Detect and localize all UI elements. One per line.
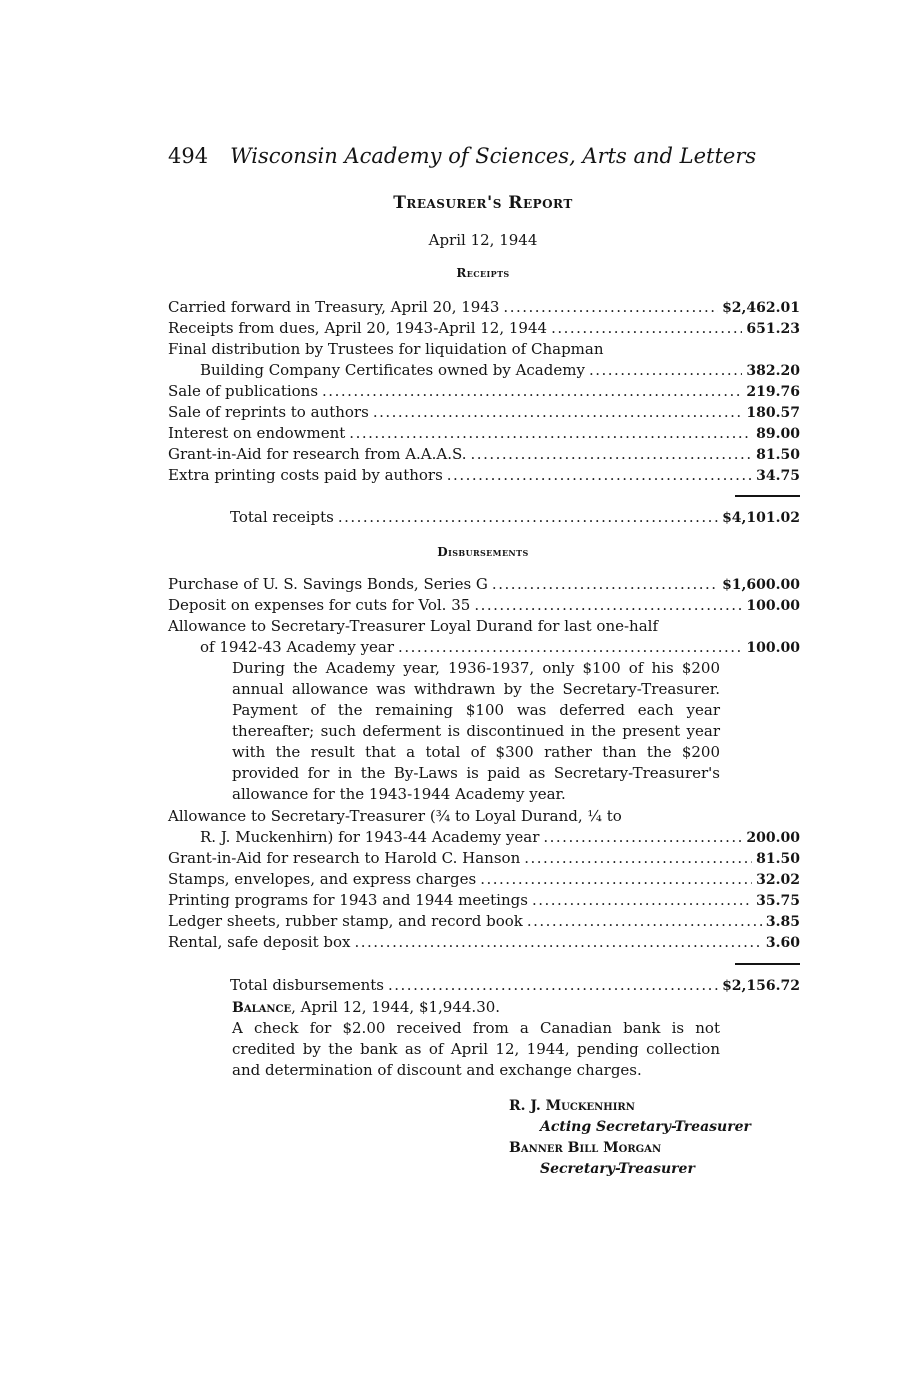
dot-leader bbox=[524, 849, 752, 867]
journal-title: Wisconsin Academy of Sciences, Arts and Letters bbox=[230, 144, 757, 168]
receipt-label: Receipts from dues, April 20, 1943-April 12, 1944 bbox=[168, 319, 548, 337]
balance-label: Balance bbox=[232, 1000, 292, 1016]
disbursement-label-continued: Allowance to Secretary-Treasurer Loyal Durand for last one-half bbox=[168, 617, 659, 635]
receipt-amount: 81.50 bbox=[756, 447, 800, 463]
receipt-row bbox=[168, 382, 800, 403]
receipt-row bbox=[168, 298, 800, 319]
disbursement-row bbox=[168, 638, 800, 659]
disbursement-label: Printing programs for 1943 and 1944 meetings bbox=[168, 891, 528, 909]
total-receipts-label: Total receipts bbox=[230, 508, 334, 526]
receipt-label: Extra printing costs paid by authors bbox=[168, 466, 443, 484]
receipt-label: Sale of reprints to authors bbox=[168, 403, 369, 421]
signature-name: Banner Bill Morgan bbox=[509, 1140, 662, 1156]
dot-leader bbox=[503, 298, 718, 316]
dot-leader bbox=[398, 638, 742, 656]
receipt-label: Carried forward in Treasury, April 20, 1943 bbox=[168, 298, 500, 316]
disbursement-row bbox=[168, 891, 800, 912]
dot-leader bbox=[447, 466, 752, 484]
dot-leader bbox=[338, 508, 718, 526]
disbursement-row bbox=[168, 828, 800, 849]
receipt-amount: $2,462.01 bbox=[722, 300, 800, 316]
total-disbursements-row bbox=[168, 976, 800, 997]
dot-leader bbox=[532, 891, 752, 909]
receipt-label: Interest on endowment bbox=[168, 424, 346, 442]
disbursement-label: Grant-in-Aid for research to Harold C. Hanson bbox=[168, 849, 521, 867]
page-header bbox=[168, 144, 757, 168]
disbursements-heading: Disbursements bbox=[437, 545, 529, 559]
disbursement-amount: 81.50 bbox=[756, 851, 800, 867]
dot-leader bbox=[388, 976, 718, 994]
sum-rule bbox=[735, 495, 800, 497]
dot-leader bbox=[480, 870, 752, 888]
disbursement-row bbox=[168, 596, 800, 617]
dot-leader bbox=[373, 403, 743, 421]
total-disbursements-label: Total disbursements bbox=[230, 976, 384, 994]
receipt-amount: 89.00 bbox=[756, 426, 800, 442]
receipt-row bbox=[168, 319, 800, 340]
signature-role: Acting Secretary-Treasurer bbox=[540, 1119, 751, 1135]
receipt-label: Building Company Certificates owned by Academy bbox=[200, 361, 585, 379]
balance-text: , April 12, 1944, $1,944.30. bbox=[291, 998, 501, 1016]
receipts-heading: Receipts bbox=[456, 266, 510, 280]
receipt-row bbox=[168, 403, 800, 424]
disbursement-amount: $1,600.00 bbox=[722, 577, 800, 593]
disbursement-amount: 35.75 bbox=[756, 893, 800, 909]
disbursement-row bbox=[168, 870, 800, 891]
dot-leader bbox=[349, 424, 752, 442]
signature-name: R. J. Muckenhirn bbox=[509, 1098, 635, 1114]
report-title: Treasurer's Report bbox=[393, 193, 573, 213]
receipt-row bbox=[168, 361, 800, 382]
dot-leader bbox=[322, 382, 742, 400]
receipt-label: Grant-in-Aid for research from A.A.A.S. bbox=[168, 445, 467, 463]
total-disbursements-amount: $2,156.72 bbox=[722, 978, 800, 994]
disbursement-amount: 3.60 bbox=[765, 935, 800, 951]
sum-rule bbox=[735, 963, 800, 965]
total-receipts-row bbox=[168, 508, 800, 529]
receipt-amount: 34.75 bbox=[756, 468, 800, 484]
receipt-amount: 651.23 bbox=[746, 321, 800, 337]
dot-leader bbox=[551, 319, 742, 337]
receipt-row bbox=[168, 466, 800, 487]
receipt-amount: 180.57 bbox=[746, 405, 800, 421]
check-note: A check for $2.00 received from a Canadian bank is not credited by the bank as of April 12, 1944, pending collection and determination of discount and exchange charges. bbox=[232, 1019, 720, 1079]
report-date: April 12, 1944 bbox=[428, 231, 538, 249]
dot-leader bbox=[543, 828, 742, 846]
disbursement-amount: 3.85 bbox=[765, 914, 800, 930]
signature-role: Secretary-Treasurer bbox=[540, 1161, 695, 1177]
disbursement-row bbox=[168, 933, 800, 954]
disbursement-label: Stamps, envelopes, and express charges bbox=[168, 870, 477, 888]
disbursement-amount: 32.02 bbox=[756, 872, 800, 888]
disbursement-row bbox=[168, 912, 800, 933]
disbursement-amount: 100.00 bbox=[746, 598, 800, 614]
disbursement-row bbox=[168, 849, 800, 870]
dot-leader bbox=[354, 933, 761, 951]
disbursement-label-continued: Allowance to Secretary-Treasurer (¾ to Loyal Durand, ¼ to bbox=[168, 807, 622, 825]
disbursement-amount: 200.00 bbox=[746, 830, 800, 846]
disbursement-label: of 1942-43 Academy year bbox=[200, 638, 395, 656]
receipt-row bbox=[168, 424, 800, 445]
receipt-row bbox=[168, 445, 800, 466]
receipt-label-continued: Final distribution by Trustees for liquidation of Chapman bbox=[168, 340, 604, 358]
dot-leader bbox=[492, 575, 718, 593]
disbursement-row bbox=[168, 575, 800, 596]
page-number: 494 bbox=[168, 144, 209, 168]
total-receipts-amount: $4,101.02 bbox=[722, 510, 800, 526]
receipt-amount: 219.76 bbox=[746, 384, 800, 400]
disbursement-amount: 100.00 bbox=[746, 640, 800, 656]
dot-leader bbox=[527, 912, 762, 930]
disbursement-label: Purchase of U. S. Savings Bonds, Series G bbox=[168, 575, 488, 593]
dot-leader bbox=[474, 596, 742, 614]
disbursement-label: Deposit on expenses for cuts for Vol. 35 bbox=[168, 596, 471, 614]
dot-leader bbox=[589, 361, 742, 379]
dot-leader bbox=[471, 445, 753, 463]
disbursement-label: Ledger sheets, rubber stamp, and record book bbox=[168, 912, 523, 930]
disbursement-label: Rental, safe deposit box bbox=[168, 933, 351, 951]
balance-line bbox=[232, 998, 500, 1016]
disbursement-label: R. J. Muckenhirn) for 1943-44 Academy year bbox=[200, 828, 540, 846]
receipt-label: Sale of publications bbox=[168, 382, 319, 400]
allowance-note: During the Academy year, 1936-1937, only $100 of his $200 annual allowance was withdrawn by the Secretary-Treasurer. Payment of the remaining $100 was deferred each year thereafter; such deferment is discontinued in the present year with the result that a total of $300 rather than the $200 provided for in the By-Laws is paid as Secretary-Treasurer's allowance for the 1943-1944 Academy year. bbox=[232, 659, 720, 803]
receipt-amount: 382.20 bbox=[746, 363, 800, 379]
